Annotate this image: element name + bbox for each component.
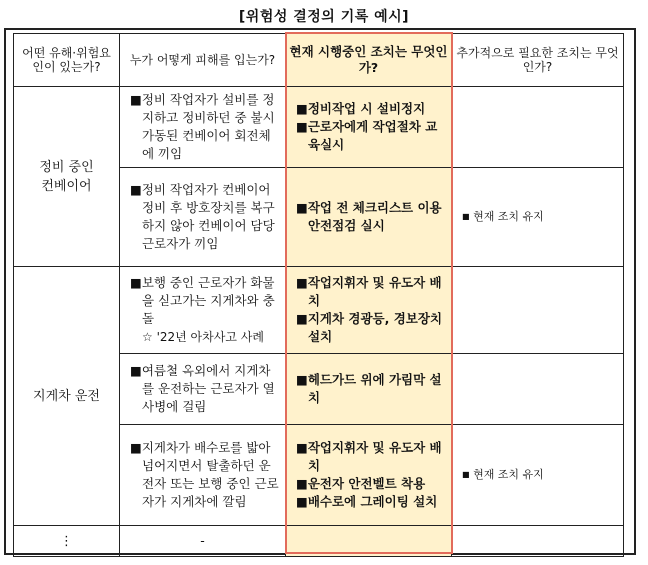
- current-measure-cell: ■작업지휘자 및 유도자 배치 ■지게차 경광등, 경보장치 설치: [286, 267, 452, 354]
- list-item: ■정비 작업자가 설비를 정지하고 정비하던 중 불시 가동된 컨베이어 회전체에 끼임: [130, 92, 275, 161]
- additional-measure-cell: [452, 526, 624, 557]
- header-row: [14, 34, 624, 87]
- header-additional-measures: 추가적으로 필요한 조치는 무엇인가?: [452, 34, 624, 87]
- hazard-cell: -: [120, 526, 286, 557]
- header-who-how: 누가 어떻게 피해를 입는가?: [120, 34, 286, 87]
- current-measure-cell: ■헤드가드 위에 가림막 설치: [286, 354, 452, 425]
- additional-measure-cell: ■ 현재 조치 유지: [452, 425, 624, 526]
- hazard-cell: ■보행 중인 근로자가 화물을 싣고가는 지게차와 충돌 ☆ '22년 아차사고 사례: [120, 267, 286, 354]
- current-measure-cell: [286, 526, 452, 557]
- table-row: [14, 526, 624, 557]
- category-continued: ⋮: [14, 526, 120, 557]
- current-measure-cell: ■작업 전 체크리스트 이용 안전점검 실시: [286, 168, 452, 267]
- hazard-cell: ■정비 작업자가 컨베이어 정비 후 방호장치를 복구하지 않아 컨베이어 담당 근로자가 끼임: [120, 168, 286, 267]
- page-title: [위험성 결정의 기록 예시]: [238, 9, 410, 25]
- category-maintenance-conveyor: 정비 중인 컨베이어: [14, 87, 120, 267]
- current-measure-cell: ■정비작업 시 설비정지 ■근로자에게 작업절차 교육실시: [286, 87, 452, 168]
- table-row: [14, 267, 624, 354]
- header-hazard-factor: 어떤 유해·위험요인이 있는가?: [14, 34, 120, 87]
- current-measure-cell: ■작업지휘자 및 유도자 배치 ■운전자 안전벨트 착용 ■배수로에 그레이팅 설치: [286, 425, 452, 526]
- additional-measure-cell: [452, 354, 624, 425]
- additional-measure-cell: ■ 현재 조치 유지: [452, 168, 624, 267]
- risk-record-table: [13, 33, 624, 557]
- category-forklift: 지게차 운전: [14, 267, 120, 526]
- hazard-cell: [120, 87, 286, 168]
- additional-measure-cell: [452, 267, 624, 354]
- hazard-cell: ■여름철 옥외에서 지게차를 운전하는 근로자가 열사병에 걸림: [120, 354, 286, 425]
- additional-measure-cell: [452, 87, 624, 168]
- header-current-measures: 현재 시행중인 조치는 무엇인가?: [286, 34, 452, 87]
- hazard-cell: ■지게차가 배수로를 밟아 넘어지면서 탈출하던 운전자 또는 보행 중인 근로자가 지게차에 깔림: [120, 425, 286, 526]
- near-miss-note: ☆ '22년 아차사고 사례: [142, 330, 264, 344]
- table-row: [14, 87, 624, 168]
